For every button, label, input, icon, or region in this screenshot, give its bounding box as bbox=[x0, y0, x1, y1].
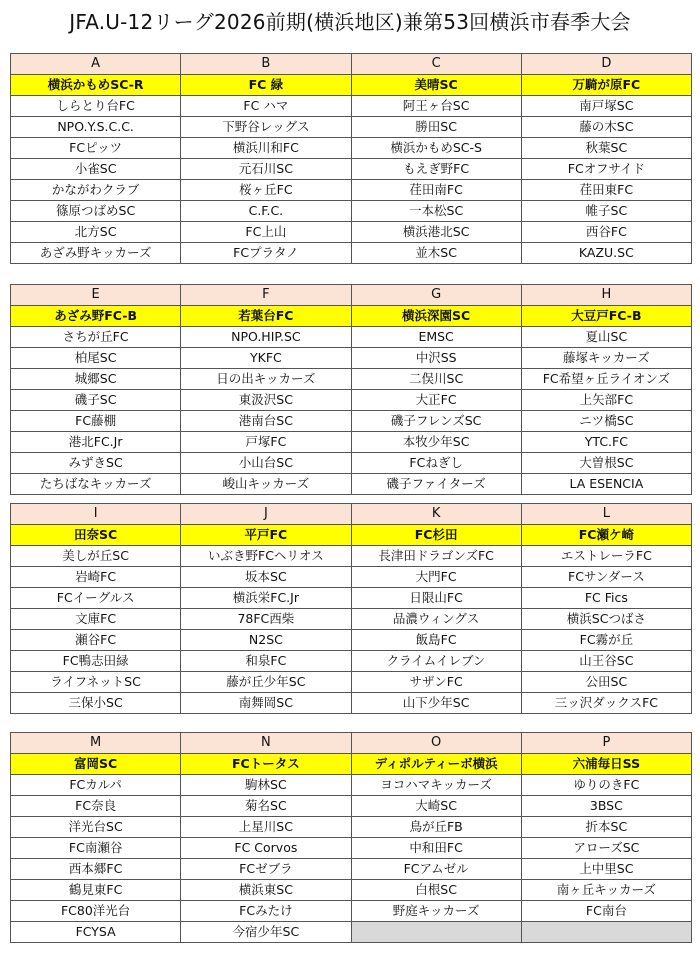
team-cell: 藤が丘少年SC bbox=[181, 672, 351, 693]
team-cell: ニツ橋SC bbox=[521, 411, 691, 432]
group-label-row bbox=[11, 733, 692, 754]
group-label: K bbox=[351, 504, 521, 525]
team-cell: 横浜栄FC.Jr bbox=[181, 588, 351, 609]
team-cell: FCサンダース bbox=[521, 567, 691, 588]
team-cell: 秋葉SC bbox=[521, 138, 691, 159]
team-cell: 山下少年SC bbox=[351, 693, 521, 714]
team-cell: 大門FC bbox=[351, 567, 521, 588]
team-cell: 公田SC bbox=[521, 672, 691, 693]
team-cell: KAZU.SC bbox=[521, 243, 691, 264]
seed-team: 大豆戸FC-B bbox=[521, 306, 691, 327]
team-cell: クライムイレブン bbox=[351, 651, 521, 672]
team-cell: 西本郷FC bbox=[11, 859, 181, 880]
empty-cell bbox=[351, 922, 521, 943]
team-cell: 大崎SC bbox=[351, 796, 521, 817]
group-label-row bbox=[11, 54, 692, 75]
team-cell: 荏田東FC bbox=[521, 180, 691, 201]
team-cell: 南ヶ丘キッカーズ bbox=[521, 880, 691, 901]
team-cell: 78FC西柴 bbox=[181, 609, 351, 630]
team-cell: 港北FC.Jr bbox=[11, 432, 181, 453]
team-cell: 飯島FC bbox=[351, 630, 521, 651]
team-cell: 駒林SC bbox=[181, 775, 351, 796]
team-cell: YKFC bbox=[181, 348, 351, 369]
group-table bbox=[10, 732, 692, 943]
team-row bbox=[11, 411, 692, 432]
team-cell: 磯子ファイターズ bbox=[351, 474, 521, 495]
group-table bbox=[10, 284, 692, 495]
team-row bbox=[11, 567, 692, 588]
team-cell: FCカルパ bbox=[11, 775, 181, 796]
seed-team: 六浦毎日SS bbox=[521, 754, 691, 775]
group-label: A bbox=[11, 54, 181, 75]
team-cell: 坂本SC bbox=[181, 567, 351, 588]
team-cell: N2SC bbox=[181, 630, 351, 651]
seed-team-row bbox=[11, 306, 692, 327]
team-cell: FCみたけ bbox=[181, 901, 351, 922]
team-cell: 山王谷SC bbox=[521, 651, 691, 672]
team-cell: 横浜かもめSC-S bbox=[351, 138, 521, 159]
team-cell: 桜ヶ丘FC bbox=[181, 180, 351, 201]
group-label: G bbox=[351, 285, 521, 306]
team-cell: 磯子フレンズSC bbox=[351, 411, 521, 432]
page-title: JFA.U-12リーグ2026前期(横浜地区)兼第53回横浜市春季大会 bbox=[69, 10, 631, 34]
team-cell: 峻山キッカーズ bbox=[181, 474, 351, 495]
team-cell: FC鴨志田緑 bbox=[11, 651, 181, 672]
team-cell: 戸塚FC bbox=[181, 432, 351, 453]
team-cell: 3BSC bbox=[521, 796, 691, 817]
team-cell: FCゼブラ bbox=[181, 859, 351, 880]
team-cell: 上中里SC bbox=[521, 859, 691, 880]
team-cell: LA ESENCIA bbox=[521, 474, 691, 495]
team-cell: 藤の木SC bbox=[521, 117, 691, 138]
team-cell: 瀬谷FC bbox=[11, 630, 181, 651]
team-cell: 横浜SCつばさ bbox=[521, 609, 691, 630]
team-cell: YTC.FC bbox=[521, 432, 691, 453]
team-cell: いぶき野FCヘリオス bbox=[181, 546, 351, 567]
team-cell: FCYSA bbox=[11, 922, 181, 943]
seed-team-row bbox=[11, 525, 692, 546]
group-table bbox=[10, 53, 692, 264]
team-cell: 白根SC bbox=[351, 880, 521, 901]
team-row bbox=[11, 243, 692, 264]
group-label: J bbox=[181, 504, 351, 525]
team-row bbox=[11, 693, 692, 714]
team-cell: EMSC bbox=[351, 327, 521, 348]
team-cell: さちが丘FC bbox=[11, 327, 181, 348]
team-cell: FC南瀬谷 bbox=[11, 838, 181, 859]
team-cell: 東汲沢SC bbox=[181, 390, 351, 411]
team-row bbox=[11, 609, 692, 630]
group-label: I bbox=[11, 504, 181, 525]
team-cell: FC藤棚 bbox=[11, 411, 181, 432]
seed-team: 横浜深園SC bbox=[351, 306, 521, 327]
team-row bbox=[11, 327, 692, 348]
team-cell: エストレーラFC bbox=[521, 546, 691, 567]
team-cell: 岩崎FC bbox=[11, 567, 181, 588]
team-cell: FC上山 bbox=[181, 222, 351, 243]
team-cell: 大正FC bbox=[351, 390, 521, 411]
team-row bbox=[11, 390, 692, 411]
team-cell: 小雀SC bbox=[11, 159, 181, 180]
team-cell: 西谷FC bbox=[521, 222, 691, 243]
team-cell: たちばなキッカーズ bbox=[11, 474, 181, 495]
team-cell: 三保小SC bbox=[11, 693, 181, 714]
team-cell: FCイーグルス bbox=[11, 588, 181, 609]
team-cell: FC80洋光台 bbox=[11, 901, 181, 922]
group-label-row bbox=[11, 504, 692, 525]
team-row bbox=[11, 838, 692, 859]
empty-cell bbox=[521, 922, 691, 943]
team-cell: 荏田南FC bbox=[351, 180, 521, 201]
team-row bbox=[11, 117, 692, 138]
group-label: H bbox=[521, 285, 691, 306]
team-cell: 藤塚キッカーズ bbox=[521, 348, 691, 369]
team-cell: 一本松SC bbox=[351, 201, 521, 222]
team-cell: 下野谷レッグス bbox=[181, 117, 351, 138]
team-row bbox=[11, 138, 692, 159]
team-cell: 上矢部FC bbox=[521, 390, 691, 411]
group-label: P bbox=[521, 733, 691, 754]
team-cell: 元石川SC bbox=[181, 159, 351, 180]
team-cell: FC希望ヶ丘ライオンズ bbox=[521, 369, 691, 390]
team-row bbox=[11, 651, 692, 672]
seed-team: FC 緑 bbox=[181, 75, 351, 96]
team-cell: 勝田SC bbox=[351, 117, 521, 138]
team-cell: FCプラタノ bbox=[181, 243, 351, 264]
team-row bbox=[11, 474, 692, 495]
team-cell: 中和田FC bbox=[351, 838, 521, 859]
team-cell: FCねぎし bbox=[351, 453, 521, 474]
team-row bbox=[11, 369, 692, 390]
team-row bbox=[11, 796, 692, 817]
team-cell: FCピッツ bbox=[11, 138, 181, 159]
team-row bbox=[11, 348, 692, 369]
seed-team-row bbox=[11, 75, 692, 96]
seed-team: 若葉台FC bbox=[181, 306, 351, 327]
group-label: B bbox=[181, 54, 351, 75]
team-cell: 磯子SC bbox=[11, 390, 181, 411]
team-row bbox=[11, 96, 692, 117]
team-cell: 長津田ドラゴンズFC bbox=[351, 546, 521, 567]
team-cell: NPO.Y.S.C.C. bbox=[11, 117, 181, 138]
group-label: C bbox=[351, 54, 521, 75]
seed-team: 横浜かもめSC-R bbox=[11, 75, 181, 96]
team-row bbox=[11, 159, 692, 180]
team-cell: 阿王ヶ台SC bbox=[351, 96, 521, 117]
team-cell: ヨコハマキッカーズ bbox=[351, 775, 521, 796]
team-row bbox=[11, 859, 692, 880]
seed-team: 平戸FC bbox=[181, 525, 351, 546]
team-row bbox=[11, 922, 692, 943]
team-cell: しらとり台FC bbox=[11, 96, 181, 117]
team-cell: 横浜港北SC bbox=[351, 222, 521, 243]
team-cell: 城郷SC bbox=[11, 369, 181, 390]
team-cell: NPO.HIP.SC bbox=[181, 327, 351, 348]
team-cell: 折本SC bbox=[521, 817, 691, 838]
team-row bbox=[11, 453, 692, 474]
team-cell: 中沢SS bbox=[351, 348, 521, 369]
team-cell: 南舞岡SC bbox=[181, 693, 351, 714]
team-cell: サザンFC bbox=[351, 672, 521, 693]
team-cell: FC霧が丘 bbox=[521, 630, 691, 651]
team-cell: FCオフサイド bbox=[521, 159, 691, 180]
team-cell: 日限山FC bbox=[351, 588, 521, 609]
team-cell: 帷子SC bbox=[521, 201, 691, 222]
team-cell: みずきSC bbox=[11, 453, 181, 474]
seed-team: FCトータス bbox=[181, 754, 351, 775]
seed-team: 美晴SC bbox=[351, 75, 521, 96]
team-row bbox=[11, 775, 692, 796]
seed-team: FC杉田 bbox=[351, 525, 521, 546]
team-cell: FC奈良 bbox=[11, 796, 181, 817]
team-cell: 鳥が丘FB bbox=[351, 817, 521, 838]
group-table bbox=[10, 503, 692, 714]
team-cell: FC Corvos bbox=[181, 838, 351, 859]
team-cell: 美しが丘SC bbox=[11, 546, 181, 567]
team-cell: 夏山SC bbox=[521, 327, 691, 348]
team-cell: 洋光台SC bbox=[11, 817, 181, 838]
team-cell: ゆりのきFC bbox=[521, 775, 691, 796]
team-row bbox=[11, 201, 692, 222]
team-row bbox=[11, 817, 692, 838]
group-label-row bbox=[11, 285, 692, 306]
team-cell: 篠原つばめSC bbox=[11, 201, 181, 222]
team-cell: C.F.C. bbox=[181, 201, 351, 222]
team-cell: 品濃ウィングス bbox=[351, 609, 521, 630]
team-cell: 北方SC bbox=[11, 222, 181, 243]
team-row bbox=[11, 180, 692, 201]
team-row bbox=[11, 222, 692, 243]
group-label: L bbox=[521, 504, 691, 525]
team-cell: ライフネットSC bbox=[11, 672, 181, 693]
team-row bbox=[11, 901, 692, 922]
team-cell: 本牧少年SC bbox=[351, 432, 521, 453]
team-cell: 文庫FC bbox=[11, 609, 181, 630]
team-cell: 横浜川和FC bbox=[181, 138, 351, 159]
team-cell: 横浜東SC bbox=[181, 880, 351, 901]
team-cell: 南戸塚SC bbox=[521, 96, 691, 117]
group-label: D bbox=[521, 54, 691, 75]
team-cell: 港南台SC bbox=[181, 411, 351, 432]
team-cell: 小山台SC bbox=[181, 453, 351, 474]
team-cell: 大曽根SC bbox=[521, 453, 691, 474]
team-cell: 鶴見東FC bbox=[11, 880, 181, 901]
team-cell: 菊名SC bbox=[181, 796, 351, 817]
team-cell: FCアムゼル bbox=[351, 859, 521, 880]
team-row bbox=[11, 588, 692, 609]
seed-team: 万騎が原FC bbox=[521, 75, 691, 96]
group-label: N bbox=[181, 733, 351, 754]
seed-team: 富岡SC bbox=[11, 754, 181, 775]
team-row bbox=[11, 672, 692, 693]
team-cell: 日の出キッカーズ bbox=[181, 369, 351, 390]
team-cell: 野庭キッカーズ bbox=[351, 901, 521, 922]
team-cell: FC Fics bbox=[521, 588, 691, 609]
team-cell: 柏尾SC bbox=[11, 348, 181, 369]
team-row bbox=[11, 880, 692, 901]
team-cell: 三ッ沢ダックスFC bbox=[521, 693, 691, 714]
team-cell: FC ハマ bbox=[181, 96, 351, 117]
seed-team: ディポルティーボ横浜 bbox=[351, 754, 521, 775]
seed-team-row bbox=[11, 754, 692, 775]
seed-team: 田奈SC bbox=[11, 525, 181, 546]
group-label: O bbox=[351, 733, 521, 754]
team-cell: もえぎ野FC bbox=[351, 159, 521, 180]
group-label: F bbox=[181, 285, 351, 306]
team-cell: かながわクラブ bbox=[11, 180, 181, 201]
team-cell: 和泉FC bbox=[181, 651, 351, 672]
team-cell: アローズSC bbox=[521, 838, 691, 859]
seed-team: あざみ野FC-B bbox=[11, 306, 181, 327]
team-row bbox=[11, 630, 692, 651]
team-cell: 並木SC bbox=[351, 243, 521, 264]
seed-team: FC瀬ケ崎 bbox=[521, 525, 691, 546]
group-label: M bbox=[11, 733, 181, 754]
team-cell: FC南台 bbox=[521, 901, 691, 922]
team-cell: 上星川SC bbox=[181, 817, 351, 838]
group-label: E bbox=[11, 285, 181, 306]
team-row bbox=[11, 546, 692, 567]
team-cell: 二俣川SC bbox=[351, 369, 521, 390]
team-row bbox=[11, 432, 692, 453]
team-cell: 今宿少年SC bbox=[181, 922, 351, 943]
team-cell: あざみ野キッカーズ bbox=[11, 243, 181, 264]
